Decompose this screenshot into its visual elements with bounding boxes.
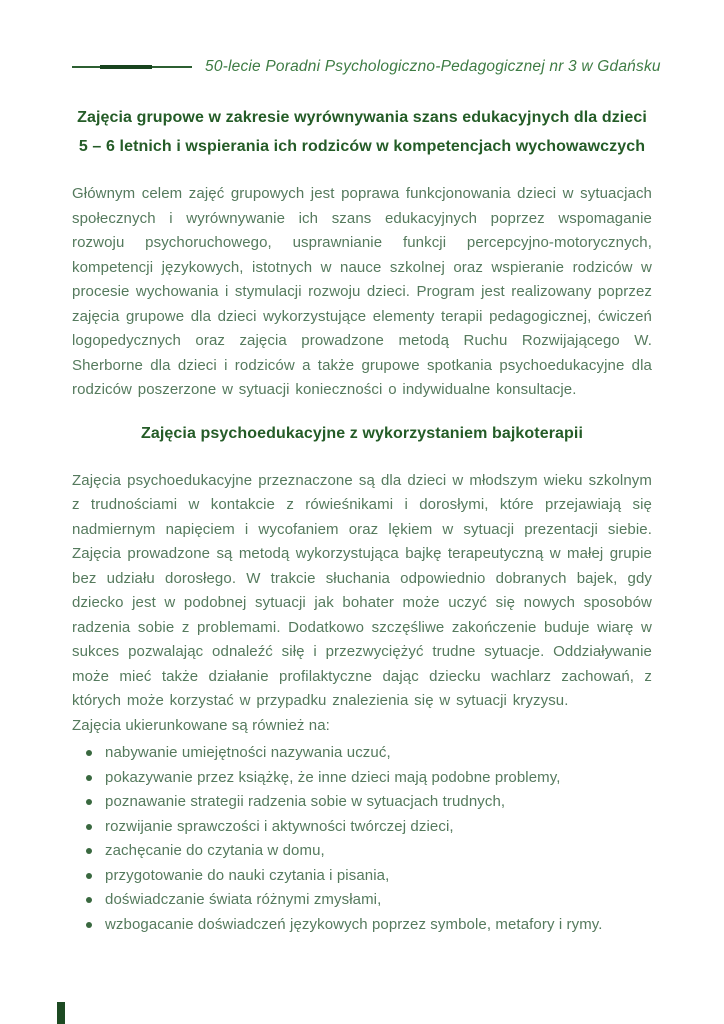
section1-heading-line-2: 5 – 6 letnich i wspierania ich rodziców w kompetencjach wychowawczych (78, 138, 646, 155)
page-header (72, 56, 661, 77)
section2-paragraph: Zajęcia psychoedukacyjne przeznaczone są dla dzieci w młodszym wieku szkolnym z trudnościami w kontakcie z rówieśnikami i dorosłymi, które przejawiają się nadmiernym napięciem i wycofaniem oraz lękiem w sytuacji prezentacji siebie. Zajęcia prowadzone są metodą wykorzystująca bajkę terapeutyczną w małej grupie bez udziału dorosłego. W trakcie słuchania odpowiednio dobranych bajek, gdy dziecko jest w podobnej sytuacji jak bohater może uczyć się nowych sposobów radzenia sobie z problemami. Dodatkowo szczęśliwe zakończenie buduje wiarę w sukces pozwalając odnaleźć siłę i przezwyciężyć trudne sytuacje. Oddziaływanie może mieć także działanie profilaktyczne dając dziecku wachlarz zachowań, z których może korzystać w przypadku znalezienia się w sytuacji kryzysu. (72, 471, 652, 709)
list-item: pokazywanie przez książkę, że inne dzieci mają podobne problemy, (86, 766, 652, 791)
header-rule (72, 66, 192, 68)
page-edge-mark (57, 1002, 65, 1024)
list-item: poznawanie strategii radzenia sobie w sytuacjach trudnych, (86, 790, 652, 815)
list-item: doświadczanie świata różnymi zmysłami, (86, 888, 652, 913)
section1-paragraph: Głównym celem zajęć grupowych jest poprawa funkcjonowania dzieci w sytuacjach społecznych i wyrównywanie ich szans edukacyjnych poprzez wspomaganie rozwoju psychoruchowego, usprawnianie funkcji percepcyjno-motorycznych, kompetencji językowych, istotnych w nauce szkolnej oraz wspieranie rodziców w procesie wychowania i stymulacji rozwoju dzieci. Program jest realizowany poprzez zajęcia grupowe dla dzieci wykorzystujące elementy terapii pedagogicznej, ćwiczeń logopedycznych oraz zajęcia prowadzone metodą Ruchu Rozwijającego W. Sherborne dla dzieci i rodziców a także grupowe spotkania psychoedukacyjne dla rodziców poszerzone w sytuacji konieczności o indywidualne konsultacje. (72, 185, 652, 398)
header-title: 50-lecie Poradni Psychologiczno-Pedagogicznej nr 3 w Gdańsku (205, 57, 661, 75)
list-intro: Zajęcia ukierunkowane są również na: (72, 716, 330, 734)
list-item: zachęcanie do czytania w domu, (86, 839, 652, 864)
section1-heading-line-1: Zajęcia grupowe w zakresie wyrównywania szans edukacyjnych dla dzieci (77, 109, 647, 126)
section1-heading (72, 103, 652, 161)
bullet-list (72, 741, 652, 937)
list-item: przygotowanie do nauki czytania i pisania, (86, 864, 652, 889)
list-item: wzbogacanie doświadczeń językowych poprzez symbole, metafory i rymy. (86, 913, 652, 938)
section2-heading: Zajęcia psychoedukacyjne z wykorzystaniem bajkoterapii (140, 424, 584, 442)
header-rule-thick-segment (100, 65, 152, 69)
list-item: nabywanie umiejętności nazywania uczuć, (86, 741, 652, 766)
list-item: rozwijanie sprawczości i aktywności twórczej dzieci, (86, 815, 652, 840)
